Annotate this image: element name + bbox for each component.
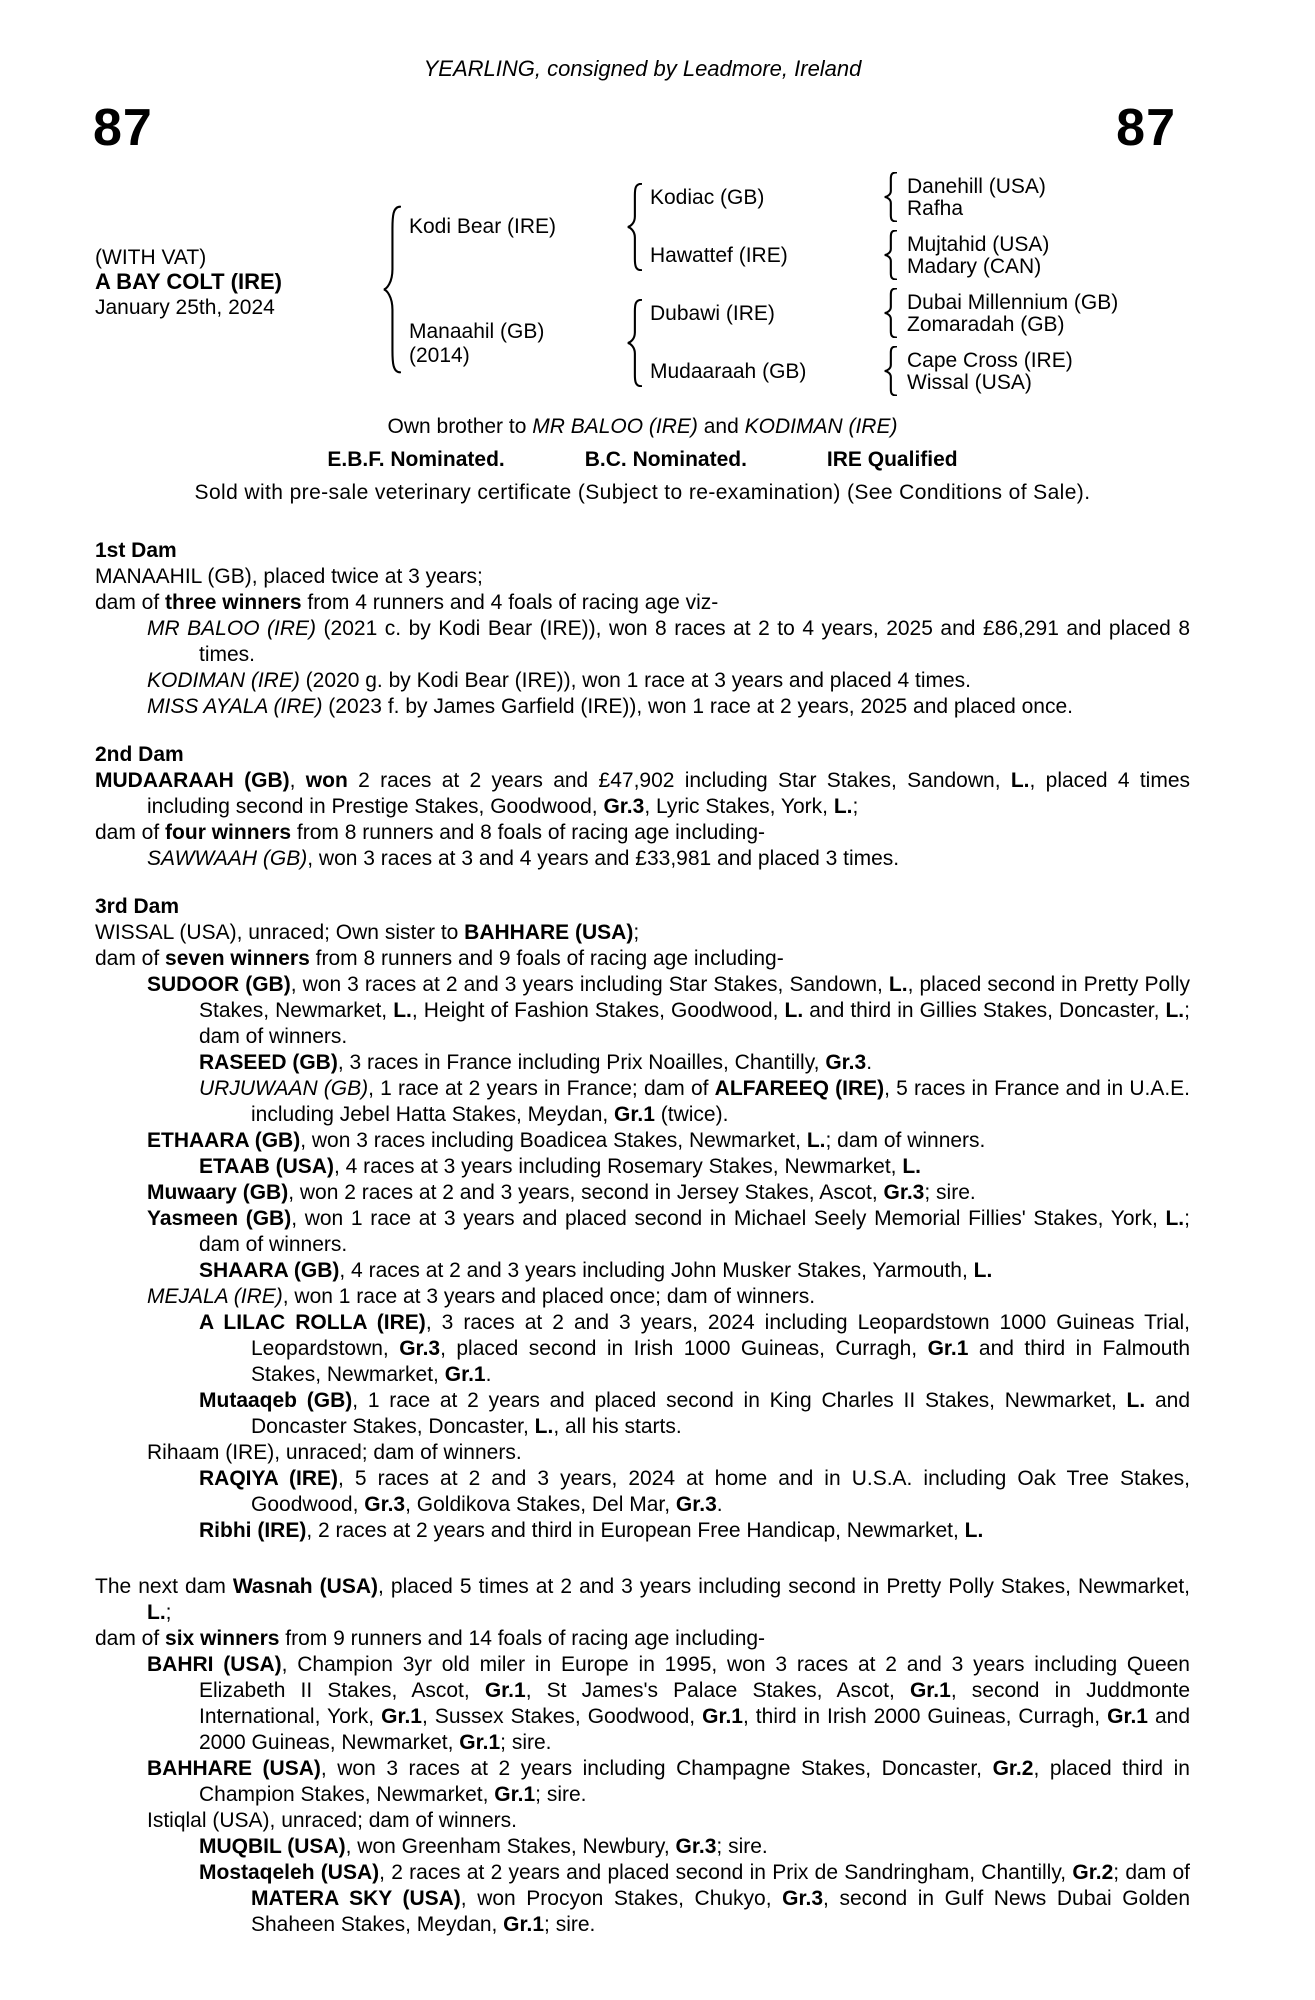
sire-dam-sire: Mujtahid (USA) [907,233,1050,256]
own-brother-note: Own brother to MR BALOO (IRE) and KODIMAN (IRE) [387,415,898,438]
sale-condition-note: Sold with pre-sale veterinary certificate (Subject to re-examination) (See Conditions of Sale). [194,481,1091,504]
para-yasmeen: Yasmeen (GB), won 1 race at 3 years and placed second in Michael Seely Memorial Fillies' Stakes, York, L.; dam of winners. [147,1207,1190,1256]
para-wasnah: The next dam Wasnah (USA), placed 5 times at 2 and 3 years including second in Pretty Polly Stakes, Newmarket, L.; [95,1575,1190,1624]
para-mr-baloo: MR BALOO (IRE) (2021 c. by Kodi Bear (IRE)), won 8 races at 2 to 4 years, 2025 and £86,291 and placed 8 times. [147,617,1190,666]
pedigree-text [95,538,1190,1938]
para-bahhare: BAHHARE (USA), won 3 races at 2 years including Champagne Stakes, Doncaster, Gr.2, placed third in Champion Stakes, Newmarket, Gr.1; sire. [147,1757,1190,1806]
nominations-line [95,447,1190,473]
para-dam-of-seven: dam of seven winners from 8 runners and 9 foals of racing age including- [95,947,784,970]
para-mudaaraah: MUDAARAAH (GB), won 2 races at 2 years and £47,902 including Star Stakes, Sandown, L., placed 4 times including second in Prestige Stakes, Goodwood, Gr.3, Lyric Stakes, York, L.; [95,769,1191,818]
pedigree-brace-sire [627,183,642,271]
sire-sire-dam: Rafha [907,197,964,220]
para-ribhi: Ribhi (IRE), 2 races at 2 years and third in European Free Handicap, Newmarket, L. [199,1519,984,1542]
para-raqiya: RAQIYA (IRE), 5 races at 2 and 3 years, 2024 at home and in U.S.A. including Oak Tree Stakes, Goodwood, Gr.3, Goldikova Stakes, Del Mar, Gr.3. [199,1467,1191,1516]
lot-number-right: 87 [1116,99,1176,157]
pedigree-brace-sire-dam [884,230,897,280]
para-muwaary: Muwaary (GB), won 2 races at 2 and 3 years, second in Jersey Stakes, Ascot, Gr.3; sire. [147,1181,976,1204]
pedigree-brace-dam-sire [884,288,897,338]
sire-sire: Kodiac (GB) [650,186,765,209]
pedigree-brace-dam-dam [884,346,897,396]
para-etaab: ETAAB (USA), 4 races at 3 years including Rosemary Stakes, Newmarket, L. [199,1155,922,1178]
para-rihaam: Rihaam (IRE), unraced; dam of winners. [147,1441,522,1464]
section-2nd-dam [95,742,1190,872]
sire-name: Kodi Bear (IRE) [409,215,557,238]
subject-name: A BAY COLT (IRE) [95,269,283,294]
para-ethaara: ETHAARA (GB), won 3 races including Boadicea Stakes, Newmarket, L.; dam of winners. [147,1129,986,1152]
consignor-note: YEARLING, consigned by Leadmore, Ireland [423,56,862,81]
dam-dam-sire: Cape Cross (IRE) [907,349,1073,372]
dam-name: Manaahil (GB) [409,320,545,343]
para-dam-of-three: dam of three winners from 4 runners and 4 foals of racing age viz- [95,591,719,614]
section-next-dam [95,1574,1190,1938]
ire-qualified: IRE Qualified [826,448,958,471]
para-manaahil: MANAAHIL (GB), placed twice at 3 years; [95,565,483,588]
pedigree-brace-sire-sire [884,172,897,222]
para-muqbil: MUQBIL (USA), won Greenham Stakes, Newbury, Gr.3; sire. [199,1835,768,1858]
para-sudoor: SUDOOR (GB), won 3 races at 2 and 3 years including Star Stakes, Sandown, L., placed second in Pretty Polly Stakes, Newmarket, L., Height of Fashion Stakes, Goodwood, L. and third in Gillies Stakes, Doncaster, L.; dam of winners. [147,973,1190,1048]
dam-sire-dam: Zomaradah (GB) [907,313,1065,336]
dam-sire-sire: Dubai Millennium (GB) [907,291,1119,314]
para-mejala: MEJALA (IRE), won 1 race at 3 years and placed once; dam of winners. [147,1285,816,1308]
dam-dam: Mudaaraah (GB) [650,360,807,383]
vat-note: (WITH VAT) [95,246,207,269]
para-istiqlal: Istiqlal (USA), unraced; dam of winners. [147,1809,517,1832]
para-mutaaqeb: Mutaaqeb (GB), 1 race at 2 years and placed second in King Charles II Stakes, Newmarket, L. and Doncaster Stakes, Doncaster, L., all his starts. [199,1389,1191,1438]
para-kodiman: KODIMAN (IRE) (2020 g. by Kodi Bear (IRE)), won 1 race at 3 years and placed 4 times. [147,669,972,692]
bc-nomination: B.C. Nominated. [584,448,747,471]
section-heading: 3rd Dam [95,895,180,918]
para-raseed: RASEED (GB), 3 races in France including Prix Noailles, Chantilly, Gr.3. [199,1051,873,1074]
section-heading: 1st Dam [95,539,177,562]
section-heading: 2nd Dam [95,743,184,766]
para-bahri: BAHRI (USA), Champion 3yr old miler in Europe in 1995, won 3 races at 2 and 3 years including Queen Elizabeth II Stakes, Ascot, Gr.1, St James's Palace Stakes, Ascot, Gr.1, second in Juddmonte International, York, Gr.1, Sussex Stakes, Goodwood, Gr.1, third in Irish 2000 Guineas, Curragh, Gr.1 and 2000 Guineas, Newmarket, Gr.1; sire. [147,1653,1191,1754]
dam-foaling-year: (2014) [409,344,470,367]
dam-dam-dam: Wissal (USA) [907,371,1032,394]
para-dam-of-four: dam of four winners from 8 runners and 8 foals of racing age including- [95,821,765,844]
para-urjuwaan: URJUWAAN (GB), 1 race at 2 years in France; dam of ALFAREEQ (IRE), 5 races in France and in U.A.E. including Jebel Hatta Stakes, Meydan, Gr.1 (twice). [199,1077,1191,1126]
para-wissal: WISSAL (USA), unraced; Own sister to BAHHARE (USA); [95,921,640,944]
foaling-date: January 25th, 2024 [95,296,275,319]
ebf-nomination: E.B.F. Nominated. [327,448,505,471]
para-sawwaah: SAWWAAH (GB), won 3 races at 3 and 4 years and £33,981 and placed 3 times. [147,847,900,870]
section-1st-dam [95,538,1190,720]
sire-dam: Hawattef (IRE) [650,244,788,267]
lot-number-left: 87 [93,99,153,157]
para-dam-of-six: dam of six winners from 9 runners and 14 foals of racing age including- [95,1627,766,1650]
dam-sire: Dubawi (IRE) [650,302,775,325]
sire-dam-dam: Madary (CAN) [907,255,1042,278]
sire-sire-sire: Danehill (USA) [907,175,1046,198]
para-miss-ayala: MISS AYALA (IRE) (2023 f. by James Garfield (IRE)), won 1 race at 2 years, 2025 and placed once. [147,695,1073,718]
pedigree-brace-dam [627,299,642,387]
para-mostaqeleh: Mostaqeleh (USA), 2 races at 2 years and placed second in Prix de Sandringham, Chantilly, Gr.2; dam of MATERA SKY (USA), won Procyon Stakes, Chukyo, Gr.3, second in Gulf News Dubai Golden Shaheen Stakes, Meydan, Gr.1; sire. [199,1861,1191,1936]
para-a-lilac-rolla: A LILAC ROLLA (IRE), 3 races at 2 and 3 years, 2024 including Leopardstown 1000 Guineas Trial, Leopardstown, Gr.3, placed second in Irish 1000 Guineas, Curragh, Gr.1 and third in Falmouth Stakes, Newmarket, Gr.1. [199,1311,1190,1386]
section-3rd-dam [95,894,1190,1544]
para-shaara: SHAARA (GB), 4 races at 2 and 3 years including John Musker Stakes, Yarmouth, L. [199,1259,993,1282]
pedigree-brace-gen1 [383,205,401,374]
